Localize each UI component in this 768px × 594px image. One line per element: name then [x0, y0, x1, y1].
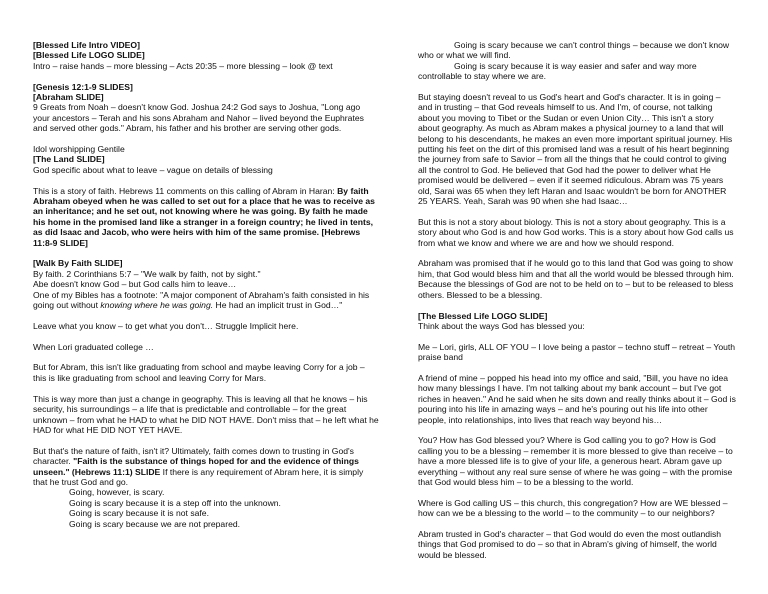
paragraph: Abraham was promised that if he would go to this land that God was going to show him, that God would bless him and that all the world would be blessed through him. Because the blessings of God are not to be held on to – but to be released to bless others. Blessed to be a blessing. [418, 258, 734, 300]
right-column [418, 40, 736, 560]
left-column [33, 40, 379, 529]
slide-cue: [The Land SLIDE] [33, 154, 105, 165]
paragraph-text: He had an implicit trust in God…" [213, 300, 343, 311]
paragraph-text: By faith. 2 Corinthians 5:7 – "We walk by faith, not by sight." [33, 268, 261, 279]
note-text: God specific about what to leave – vague on details of blessing [33, 164, 273, 175]
paragraph: But for Abram, this isn't like graduating from school and maybe leaving Corry for a job – this is like graduating from school and leaving Corry for Mars. [33, 362, 365, 383]
indented-line: Going, however, is scary. [69, 487, 165, 498]
slide-cue: [The Blessed Life LOGO SLIDE] [418, 310, 548, 321]
paragraph-text: Think about the ways God has blessed you: [418, 320, 585, 331]
paragraph-text: Abe doesn't know God – but God calls him to leave… [33, 279, 237, 290]
indented-line: Going is scary because it is a step off into the unknown. [69, 497, 281, 508]
intro-block [33, 40, 379, 71]
slide-cue: [Blessed Life Intro VIDEO] [33, 40, 140, 50]
paragraph: This is way more than just a change in geography. This is leaving all that he knows – his security, his surroundings – a life that is predictable and controllable – for the great unknown – from what he HAD to what he DID NOT HAVE. Don't miss that – he left what he HAD for what HE DID NOT YET HAVE. [33, 393, 379, 435]
blessed-life-block [418, 311, 736, 332]
paragraph: Where is God calling US – this church, this congregation? How are WE blessed – how can we be a blessing to the world – to the community – to our neighbors? [418, 497, 728, 519]
paragraph: But this is not a story about biology. This is not a story about geography. This is a story about who God is and how God works. This is a story about how God calls us from what we know and where we are and how we should respond. [418, 216, 734, 248]
abraham-block [33, 82, 379, 134]
walk-by-faith-block [33, 258, 379, 310]
slide-cue: [Genesis 12:1-9 SLIDES] [33, 81, 133, 92]
paragraph-text: But that's the nature of faith, isn't it? Ultimately, faith comes down to trusting in God's character. [33, 445, 354, 467]
paragraph: But staying doesn't reveal to us God's heart and God's character. It is in going – and in trusting – that God reveals himself to us. And I'm, of course, not talking about you moving to Tibet or the Sudan or even Union City… This isn't a story about geography. As much as Abram makes a physical journey to a land that will belong to his descendants, he makes an even more important spiritual journey. His putting his feet on the dirt of this promised land was a result of his heart beginning the journey from safe to Savior – from all the things that he could control to giving all the control to God. He believed that God had the power to deliver what He promised would be delivered – even if it seemed ridiculous. Abram was 75 years old, Sarai was 65 when they left Haran and Isaac wouldn't be born for ANOTHER 25 YEARS. Yeah, Sarah was 90 when she had Isaac… [418, 92, 733, 207]
paragraph: Leave what you know – to get what you don't… Struggle Implicit here. [33, 320, 299, 331]
paragraph: You? How has God blessed you? Where is God calling you to go? How is God calling you to be a blessing – remember it is more blessed to give than receive – to have a more blessed life is to give of your life, a generous heart. Abram gave up everything – without any real sure sense of where he was going – with the promise that God would bless him – to be a blessing to the world. [418, 435, 733, 487]
paragraph: A friend of mine – popped his head into my office and said, "Bill, you have no idea how many blessings I have. I'm not talking about my bank account – but I've got riches in heaven." And he said when he sits down and really thinks about it – God is pouring into his life in amazing ways – and he's pouring out his life into other people, into relationships, into lives that reach way beyond his… [418, 372, 736, 425]
paragraph: Abram trusted in God's character – that God would do even the most outlandish things that God promised to do – so that in Abram's giving of himself, the world would be blessed. [418, 528, 722, 560]
faith-paragraph [33, 446, 379, 488]
scripture-quote: By faith Abraham obeyed when he was called to set out for a place that he was to receive as an inheritance; and he set out, not knowing where he was going. By faith he made his home in the promised land like a stranger in a foreign country; he lived in tents, as did Isaac and Jacob, who were heirs with him of the same promise. [Hebrews 11:8-9 SLIDE] [33, 185, 375, 248]
note-text: Intro – raise hands – more blessing – Acts 20:35 – more blessing – look @ text [33, 60, 333, 71]
paragraph-text: If there is any requirement of Abram here, it is simply that he trust God and go. [33, 466, 364, 487]
paragraph-text: 9 Greats from Noah – doesn't know God. Joshua 24:2 God says to Joshua, "Long ago your ancestors – Terah and his sons Abraham and Nahor – lived beyond the Euphrates and served other gods." Abram, his father and his brother are serving other gods. [33, 102, 364, 134]
note-text: Idol worshipping Gentile [33, 144, 125, 155]
indented-line: Going is scary because it is not safe. [69, 508, 209, 519]
paragraph-text: This is a story of faith. Hebrews 11 comments on this calling of Abram in Haran: [33, 185, 338, 196]
scripture-quote: "Faith is the substance of things hoped for and the evidence of things unseen." (Hebrews 11:1) SLIDE [33, 456, 359, 477]
hebrews-paragraph [33, 186, 379, 248]
land-block [33, 144, 379, 175]
indented-paragraph: Going is scary because it is way easier and safer and way more controllable to stay where we are. [418, 60, 697, 82]
italic-text: knowing where he was going. [100, 300, 214, 311]
slide-cue: [Abraham SLIDE] [33, 92, 104, 103]
slide-cue: [Blessed Life LOGO SLIDE] [33, 50, 145, 61]
paragraph-text: One of my Bibles has a footnote: "A major component of Abraham's faith consisted in his going out without [33, 289, 370, 311]
indented-paragraph: Going is scary because we can't control things – because we don't know who or what we will find. [418, 40, 730, 61]
indented-line: Going is scary because we are not prepared. [69, 518, 241, 529]
slide-cue: [Walk By Faith SLIDE] [33, 258, 123, 269]
paragraph: Me – Lori, girls, ALL OF YOU – I love being a pastor – techno stuff – retreat – Youth praise band [418, 341, 736, 363]
paragraph: When Lori graduated college … [33, 341, 154, 352]
